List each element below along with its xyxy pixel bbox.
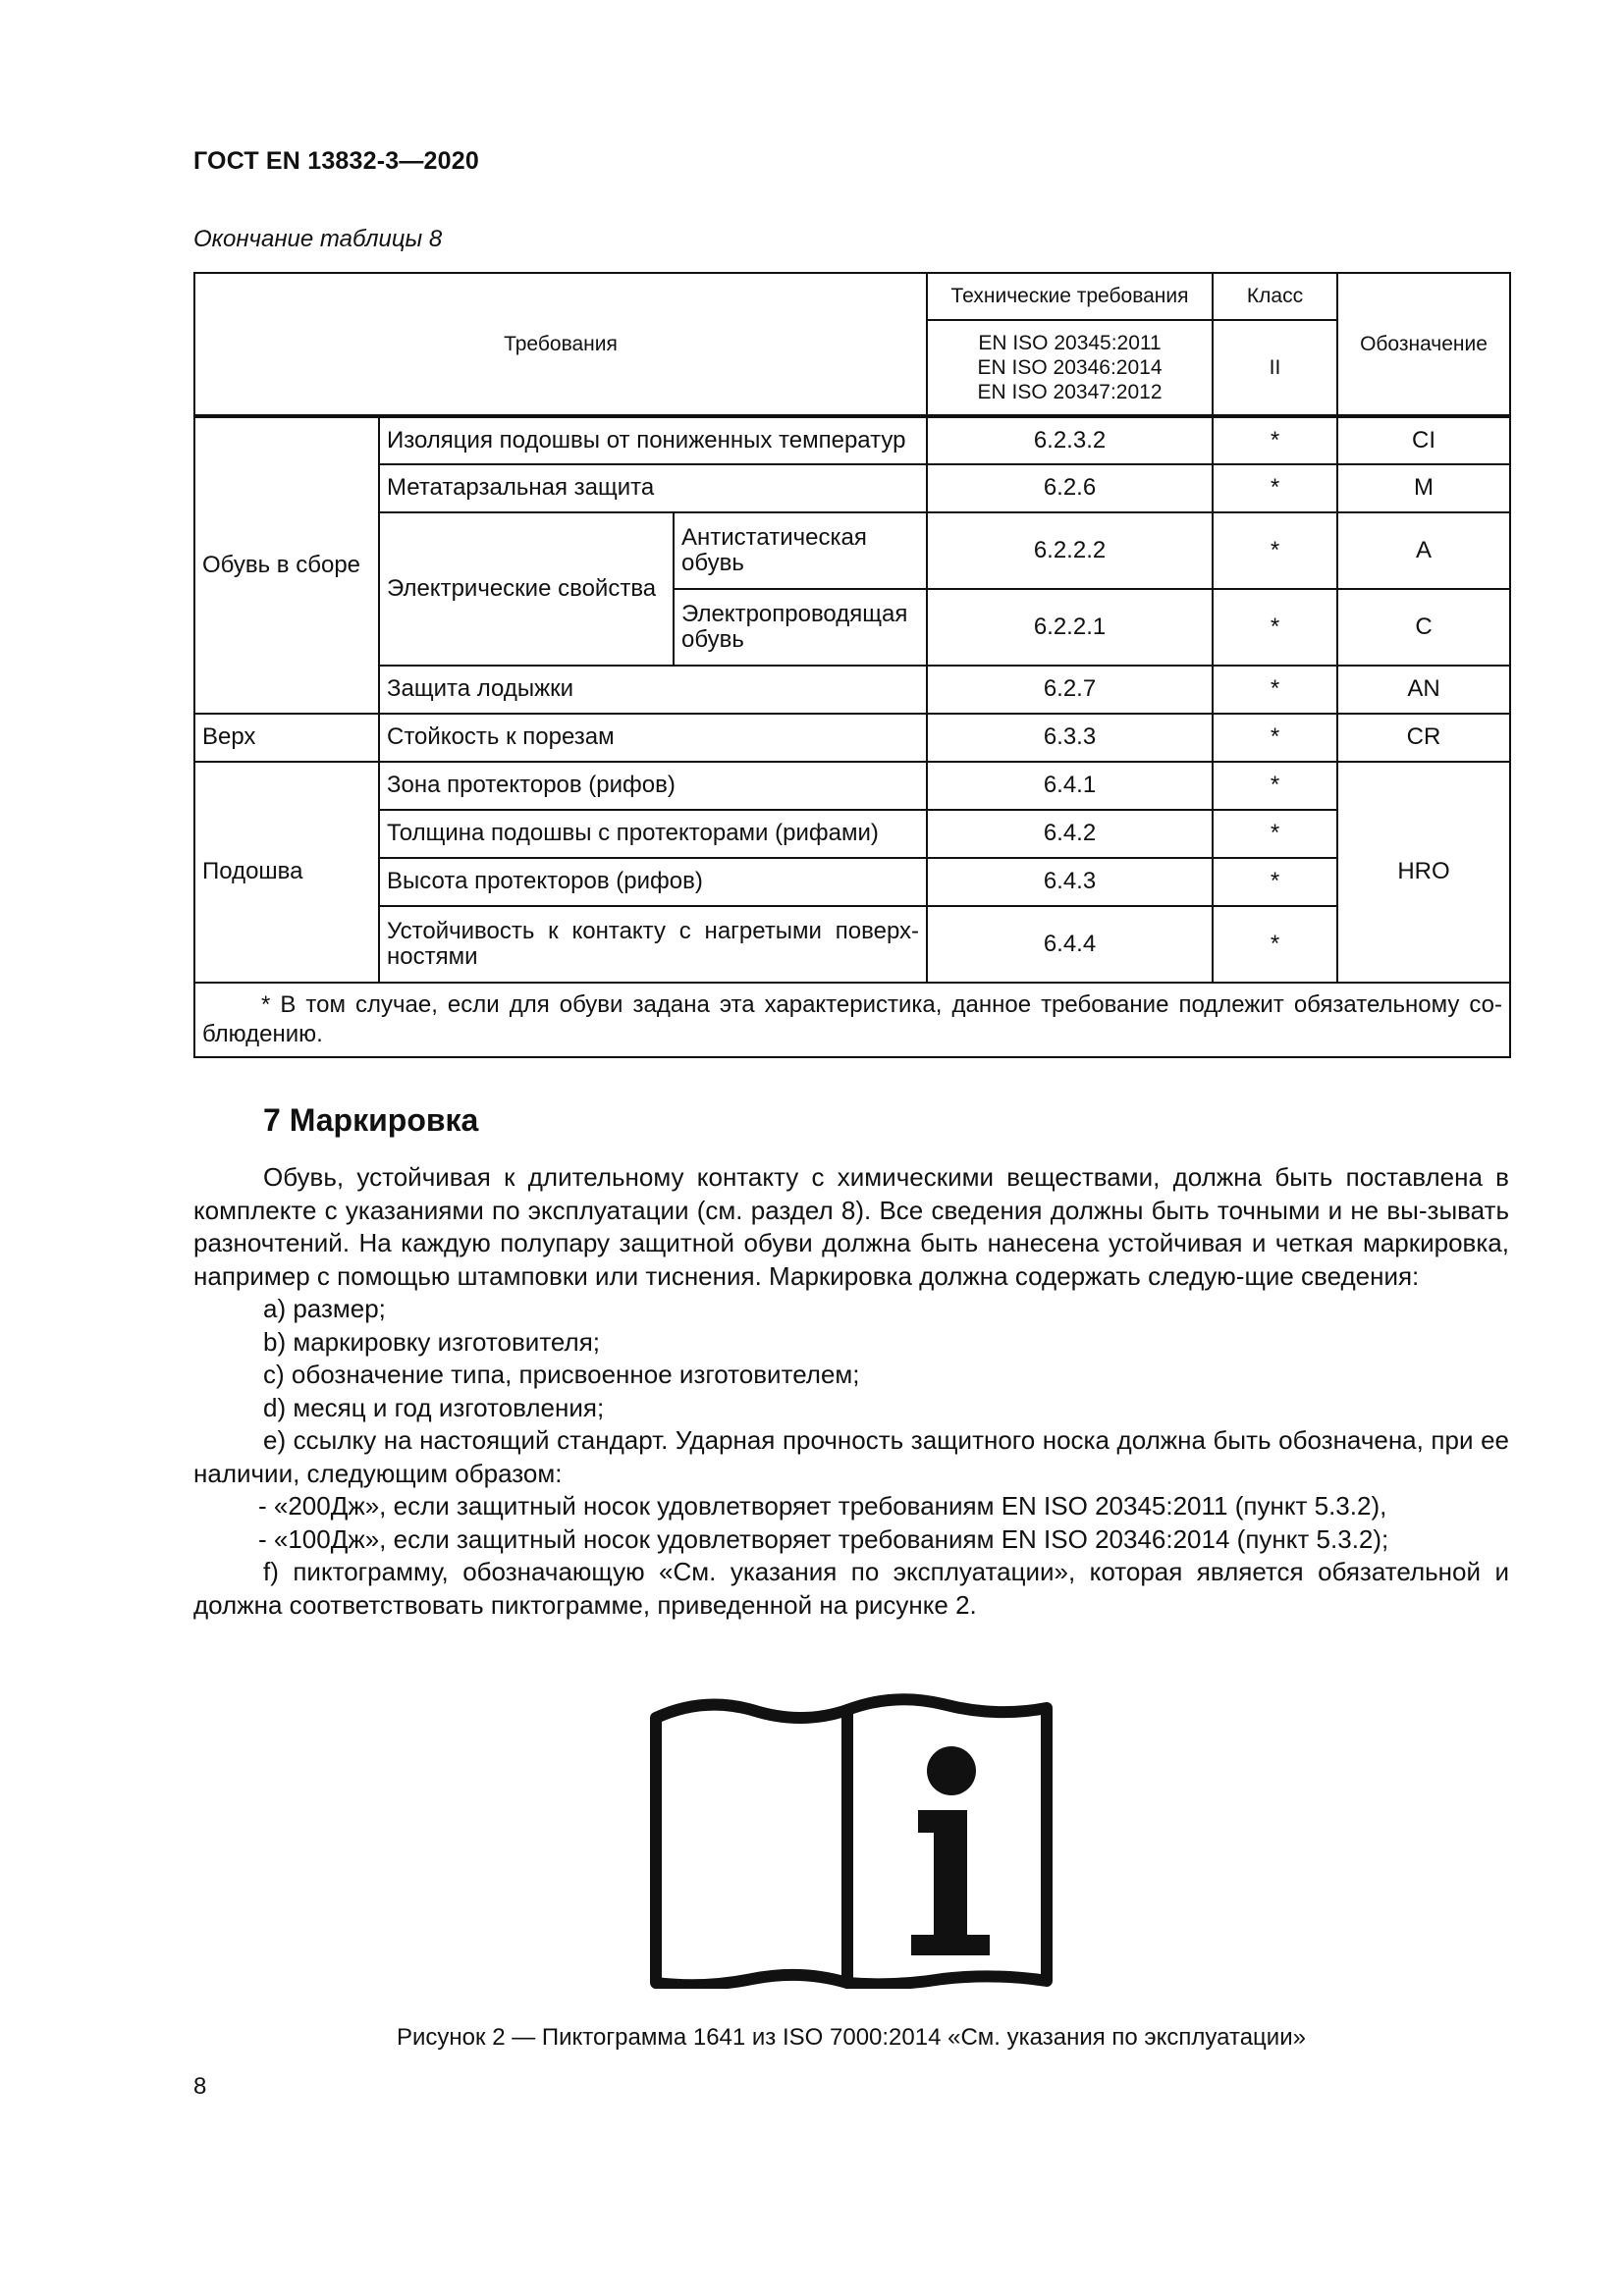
header-tech-requirements: Технические требования [927, 273, 1213, 320]
section-title: 7 Маркировка [263, 1102, 479, 1138]
list-item: e) ссылку на настоящий стандарт. Ударная прочность защитного носка должна быть обозначена, при ее наличии, следующим образом: [193, 1425, 1509, 1488]
page-number: 8 [193, 2073, 207, 2100]
dash-item: - «200Дж», если защитный носок удовлетворяет требованиям EN ISO 20345:2011 (пункт 5.3.2), [258, 1491, 1387, 1521]
table-row [194, 666, 1510, 714]
req-class: * [1213, 906, 1337, 983]
req-clause: 6.4.2 [927, 810, 1213, 858]
req-clause: 6.4.3 [927, 858, 1213, 906]
list-item: f) пиктограмму, обозначающую «См. указания по эксплуатации», которая является обязательной и должна соответствовать пиктограмме, приведенной на рисунке 2. [193, 1557, 1509, 1620]
req-code: C [1337, 589, 1510, 666]
req-code: M [1337, 464, 1510, 512]
figure-caption: Рисунок 2 — Пиктограмма 1641 из ISO 7000:2014 «См. указания по эксплуатации» [397, 2024, 1306, 2051]
req-name: Метатарзальная защита [379, 464, 927, 512]
req-name: Защита лодыжки [379, 666, 927, 714]
req-clause: 6.2.2.1 [927, 589, 1213, 666]
req-name: Стойкость к порезам [379, 714, 927, 762]
list-item: b) маркировку изготовителя; [263, 1326, 601, 1357]
section-body [193, 1161, 1509, 1622]
sole-code: HRO [1337, 762, 1510, 983]
standard-ref: EN ISO 20347:2012 [977, 381, 1163, 404]
req-clause: 6.4.4 [927, 906, 1213, 983]
req-class: * [1213, 512, 1337, 589]
req-name: Антистатическая обувь [674, 512, 927, 589]
req-class: * [1213, 762, 1337, 810]
req-clause: 6.2.2.2 [927, 512, 1213, 589]
list-item: a) размер; [263, 1294, 386, 1323]
table-row [194, 906, 1510, 983]
req-code: CR [1337, 714, 1510, 762]
dash-item: - «100Дж», если защитный носок удовлетворяет требованиям EN ISO 20346:2014 (пункт 5.3.2); [258, 1523, 1389, 1554]
header-class-value: II [1213, 320, 1337, 416]
group-upper: Верх [194, 714, 379, 762]
table-row [194, 512, 1510, 589]
req-clause: 6.2.7 [927, 666, 1213, 714]
req-class: * [1213, 858, 1337, 906]
req-name: Толщина подошвы с протекторами (рифами) [379, 810, 927, 858]
req-class: * [1213, 416, 1337, 464]
req-code: CI [1337, 416, 1510, 464]
req-clause: 6.3.3 [927, 714, 1213, 762]
header-class: Класс [1213, 273, 1337, 320]
table-row [194, 464, 1510, 512]
req-class: * [1213, 464, 1337, 512]
manual-book-info-icon [646, 1688, 1056, 1989]
req-name: Высота протекторов (рифов) [379, 858, 927, 906]
req-class: * [1213, 810, 1337, 858]
table-row [194, 858, 1510, 906]
requirements-table [193, 272, 1511, 1058]
list-item: c) обозначение типа, присвоенное изготовителем; [263, 1360, 860, 1389]
table-header-row [194, 273, 1510, 320]
req-class: * [1213, 589, 1337, 666]
req-class: * [1213, 714, 1337, 762]
req-code: AN [1337, 666, 1510, 714]
table-row [194, 762, 1510, 810]
table-row [194, 714, 1510, 762]
group-assembly: Обувь в сборе [194, 416, 379, 714]
paragraph: Обувь, устойчивая к длительному контакту с химическими веществами, должна быть поставлена в комплекте с указаниями по эксплуатации (см. раздел 8). Все сведения должны быть точными и не вы-зывать разночтений. На каждую полупару защитной обуви должна быть нанесена устойчивая и четкая маркировка, например с помощью штамповки или тиснения. Маркировка должна содержать следую-щие сведения: [193, 1162, 1509, 1291]
header-standards [927, 320, 1213, 416]
table-row [194, 810, 1510, 858]
table-footnote: * В том случае, если для обуви задана эта характеристика, данное требование подлежит обязательному со-блюдению. [194, 983, 1510, 1057]
req-clause: 6.2.3.2 [927, 416, 1213, 464]
standard-ref: EN ISO 20346:2014 [977, 355, 1163, 379]
req-name: Изоляция подошвы от пониженных температур [379, 416, 927, 464]
table-caption: Окончание таблицы 8 [193, 226, 443, 252]
header-designation: Обозначение [1337, 273, 1510, 416]
list-item: d) месяц и год изготовления; [263, 1392, 605, 1422]
standard-ref: EN ISO 20345:2011 [978, 331, 1162, 354]
req-name: Зона протекторов (рифов) [379, 762, 927, 810]
req-name: Электропроводящая обувь [674, 589, 927, 666]
req-class: * [1213, 666, 1337, 714]
header-requirements: Требования [194, 273, 927, 416]
group-sole: Подошва [194, 762, 379, 983]
req-clause: 6.2.6 [927, 464, 1213, 512]
document-header: ГОСТ EN 13832-3—2020 [193, 147, 479, 175]
req-clause: 6.4.1 [927, 762, 1213, 810]
req-code: A [1337, 512, 1510, 589]
table-row [194, 416, 1510, 464]
group-electrical: Электрические свойства [379, 512, 674, 666]
req-name: Устойчивость к контакту с нагретыми поверх-ностями [379, 906, 927, 983]
table-footnote-row [194, 983, 1510, 1057]
